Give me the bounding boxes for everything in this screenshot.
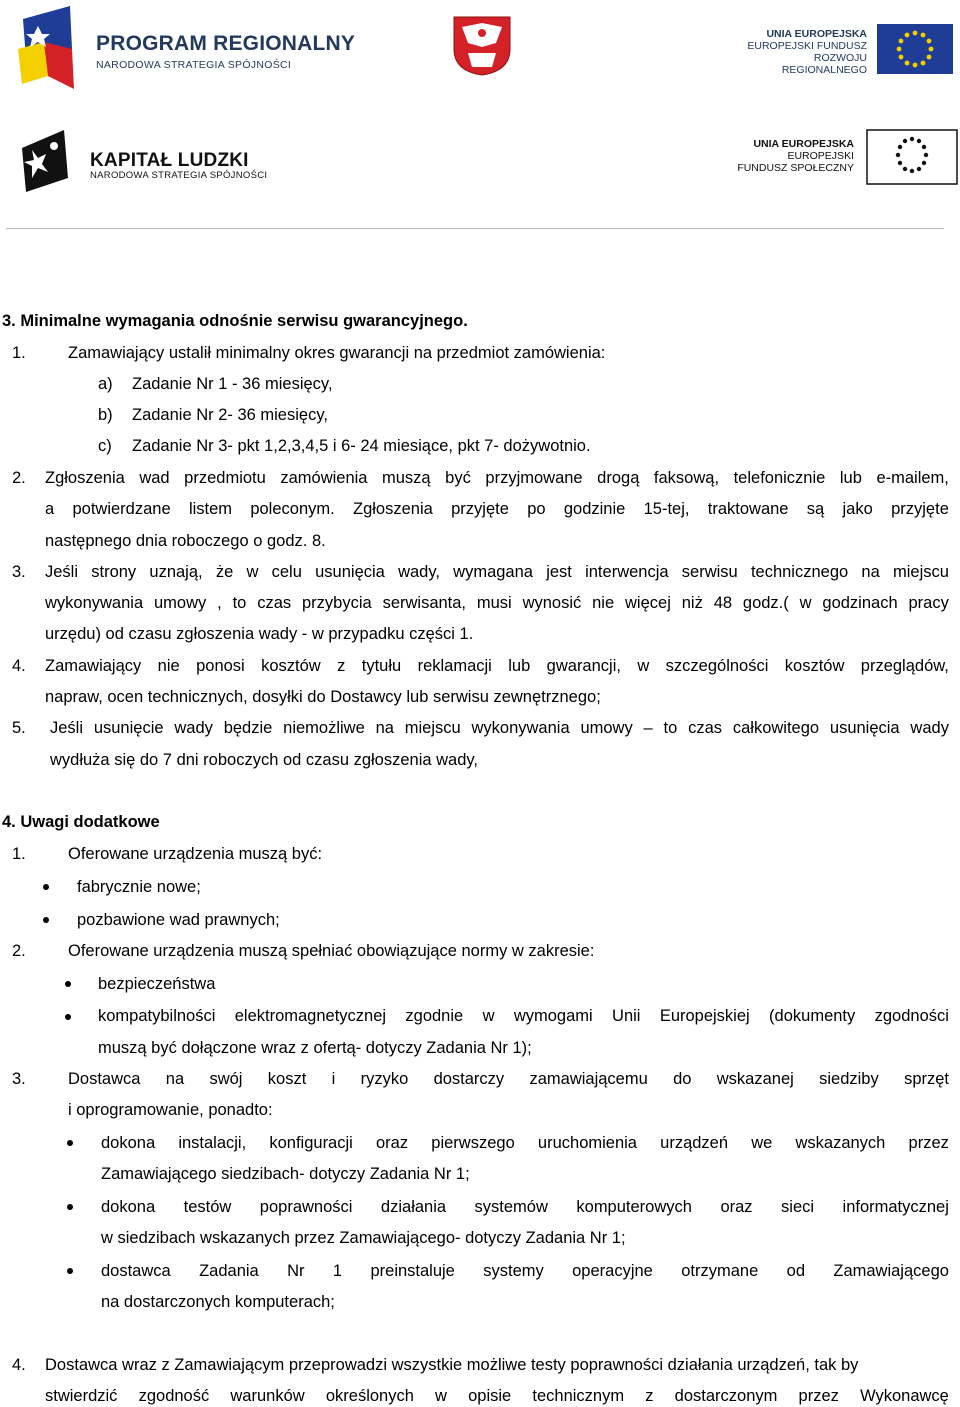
s4-item2-number: 2. <box>12 942 26 960</box>
kapital-ludzki-subtitle: NARODOWA STRATEGIA SPÓJNOŚCI <box>90 170 268 181</box>
s3-item5-line2: wydłuża się do 7 dni roboczych od czasu zgłoszenia wady, <box>50 751 479 769</box>
s3-item1-a-marker: a) <box>98 375 113 393</box>
word: systemy <box>483 1262 544 1280</box>
word: przyjęte <box>451 500 509 518</box>
eu-esf-line1: UNIA EUROPEJSKA <box>753 138 854 150</box>
bullet-icon <box>65 981 71 987</box>
word: urządzeń <box>660 1134 729 1152</box>
word: we <box>751 1134 773 1152</box>
s3-item4-line1 <box>45 656 949 676</box>
s3-item2-line2 <box>45 499 949 519</box>
word: być <box>445 469 471 487</box>
word: czas <box>688 719 723 737</box>
s3-item2-line3: następnego dnia roboczego o godz. 8. <box>45 532 326 550</box>
word: poleconym. <box>250 500 335 518</box>
word: otrzymane <box>681 1262 759 1280</box>
s4-item3-bullet3-line2: na dostarczonych komputerach; <box>101 1293 335 1311</box>
word: technicznego <box>750 563 849 581</box>
word: zgodność <box>138 1387 210 1405</box>
word: będzie <box>223 719 273 737</box>
word: wady <box>910 719 949 737</box>
word: określonych <box>325 1387 414 1405</box>
word: gwarancji, <box>546 657 621 675</box>
word: całkowitego <box>732 719 820 737</box>
word: pierwszego <box>431 1134 515 1152</box>
eu-erdf-logo <box>735 22 955 78</box>
word: godzinach <box>822 594 898 612</box>
s3-item1-b-marker: b) <box>98 406 113 424</box>
s4-item1-bullet2: pozbawione wad prawnych; <box>77 911 280 929</box>
word: wykonywania <box>45 594 144 612</box>
word: oraz <box>376 1134 409 1152</box>
word: wykonywania <box>471 719 570 737</box>
word: kosztów <box>784 657 845 675</box>
word: tytułu <box>361 657 402 675</box>
word: w <box>482 1007 495 1025</box>
word: zamawiającemu <box>529 1070 648 1088</box>
s4-item2-bullet2-line1 <box>98 1006 949 1026</box>
section3-heading: 3. Minimalne wymagania odnośnie serwisu gwarancyjnego. <box>2 312 468 330</box>
word: lub <box>839 469 862 487</box>
word: swój <box>209 1070 243 1088</box>
word: przeglądów, <box>860 657 949 675</box>
s4-item2-bullet1: bezpieczeństwa <box>98 975 216 993</box>
word: przez <box>798 1387 839 1405</box>
word: poprawności <box>259 1198 353 1216</box>
word: traktowane <box>707 500 789 518</box>
word: usunięcia <box>829 719 900 737</box>
s4-item4-line1: Dostawca wraz z Zamawiającym przeprowadzi wszystkie możliwe testy poprawności działania urządzeń, tak by <box>45 1356 859 1374</box>
s3-item2-number: 2. <box>12 469 26 487</box>
word: zgodnie <box>405 1007 464 1025</box>
s3-item1-number: 1. <box>12 344 26 362</box>
bullet-icon <box>65 1014 71 1020</box>
word: telefonicznie <box>733 469 826 487</box>
word: Wykonawcę <box>860 1387 949 1405</box>
word: niż <box>681 594 703 612</box>
bullet-icon <box>67 1204 73 1210</box>
word: warunków <box>230 1387 305 1405</box>
word: serwisu <box>681 563 738 581</box>
word: listem <box>188 500 233 518</box>
word: interwencja <box>585 563 669 581</box>
word: przybycia <box>302 594 372 612</box>
bullet-icon <box>67 1140 73 1146</box>
word: wad <box>139 469 170 487</box>
program-regionalny-emblem-icon <box>18 4 78 92</box>
word: umowy <box>580 719 633 737</box>
word: wskazanych <box>795 1134 886 1152</box>
s4-item3-bullet2-line1 <box>101 1197 949 1217</box>
word: sprzęt <box>904 1070 949 1088</box>
word: miejscu <box>892 563 949 581</box>
word: faksową, <box>653 469 720 487</box>
word: godzinie <box>563 500 626 518</box>
eu-erdf-line3: ROZWOJU REGIONALNEGO <box>781 52 867 76</box>
word: działania <box>380 1198 447 1216</box>
word: Dostawca <box>68 1070 141 1088</box>
s3-item5-line1 <box>50 718 949 738</box>
word: przedmiotu <box>184 469 266 487</box>
word: miejscu <box>404 719 461 737</box>
word: na <box>861 563 880 581</box>
word: elektromagnetycznej <box>234 1007 387 1025</box>
word: wskazanej <box>716 1070 794 1088</box>
word: wymogami <box>513 1007 593 1025</box>
coat-of-arms-icon <box>452 15 512 77</box>
word: komputerowych <box>576 1198 692 1216</box>
word: 1 <box>332 1262 343 1280</box>
word: opisie <box>468 1387 512 1405</box>
word: wady, <box>398 563 440 581</box>
word: dostarczy <box>433 1070 505 1088</box>
word: strony <box>91 563 137 581</box>
word: w <box>435 1387 447 1405</box>
word: wynosić <box>522 594 582 612</box>
word: kosztów <box>261 657 321 675</box>
eu-esf-text <box>714 138 854 174</box>
word: kompatybilności <box>98 1007 216 1025</box>
eu-erdf-line1: UNIA EUROPEJSKA <box>766 28 867 40</box>
s4-item4-line2 <box>45 1386 949 1406</box>
word: w <box>637 657 650 675</box>
s3-item1-c-marker: c) <box>98 437 112 455</box>
bullet-icon <box>43 917 49 923</box>
word: wady <box>174 719 213 737</box>
header-divider <box>6 228 944 229</box>
s4-item3-bullet1-line2: Zamawiającego siedzibach- dotyczy Zadania Nr 1; <box>101 1165 470 1183</box>
s4-item2-bullet2-line2: muszą być dołączone wraz z ofertą- dotyczy Zadania Nr 1); <box>98 1039 532 1057</box>
s4-item3-number: 3. <box>12 1070 26 1088</box>
word: 15-tej, <box>643 500 690 518</box>
s4-item3-line1 <box>68 1069 949 1089</box>
word: reklamacji <box>417 657 492 675</box>
kapital-ludzki-title: KAPITAŁ LUDZKI <box>90 150 249 171</box>
s4-item1-number: 1. <box>12 845 26 863</box>
word: (dokumenty <box>769 1007 856 1025</box>
word: Jeśli <box>50 719 84 737</box>
word: zgodności <box>874 1007 949 1025</box>
word: dokona <box>101 1198 156 1216</box>
eu-esf-line2: EUROPEJSKI <box>787 150 854 162</box>
word: Europejskiej <box>659 1007 750 1025</box>
s4-item3-bullet3-line1 <box>101 1261 949 1281</box>
program-regionalny-subtitle: NARODOWA STRATEGIA SPÓJNOŚCI <box>96 59 292 71</box>
kapital-ludzki-logo <box>18 128 278 198</box>
word: testów <box>183 1198 232 1216</box>
word: są <box>806 500 825 518</box>
program-regionalny-title: PROGRAM REGIONALNY <box>96 32 356 55</box>
word: Zgłoszenia <box>45 469 125 487</box>
word: przyjęte <box>891 500 949 518</box>
word: z <box>645 1387 654 1405</box>
word: niemożliwe <box>283 719 365 737</box>
word: celu <box>271 563 302 581</box>
word: więcej <box>625 594 671 612</box>
word: na <box>165 1070 185 1088</box>
word: ryzyko <box>360 1070 409 1088</box>
s4-item3-bullet1-line1 <box>101 1133 949 1153</box>
word: , <box>217 594 222 612</box>
eu-erdf-line2: EUROPEJSKI FUNDUSZ <box>747 40 867 52</box>
word: dostawca <box>101 1262 171 1280</box>
word: w <box>799 594 812 612</box>
word: umowy <box>154 594 207 612</box>
program-regionalny-logo <box>18 4 363 94</box>
word: informatycznej <box>842 1198 949 1216</box>
word: to <box>232 594 247 612</box>
bullet-icon <box>67 1268 73 1274</box>
word: czas <box>257 594 292 612</box>
word: wymagana <box>453 563 533 581</box>
word: że <box>215 563 234 581</box>
word: e-mailem, <box>876 469 949 487</box>
word: preinstaluje <box>370 1262 455 1280</box>
word: jako <box>842 500 873 518</box>
word: Zadania <box>199 1262 259 1280</box>
word: Unii <box>612 1007 641 1025</box>
word: a <box>45 500 55 518</box>
s4-item1-bullet1: fabrycznie nowe; <box>77 878 201 896</box>
s3-item3-line2 <box>45 593 949 613</box>
word: Zamawiającego <box>833 1262 949 1280</box>
word: – <box>643 719 653 737</box>
eu-stars-icon <box>866 129 958 185</box>
word: sieci <box>781 1198 815 1216</box>
bullet-icon <box>43 884 49 890</box>
s3-item1-a-text: Zadanie Nr 1 - 36 miesięcy, <box>132 375 333 393</box>
eu-erdf-text <box>727 28 867 76</box>
word: Zamawiający <box>45 657 142 675</box>
kapital-ludzki-emblem-icon <box>18 128 70 194</box>
word: potwierdzane <box>72 500 171 518</box>
word: 48 <box>713 594 733 612</box>
s4-item3-line2: i oprogramowanie, ponadto: <box>68 1101 273 1119</box>
s3-item4-line2: napraw, ocen technicznych, dosyłki do Dostawcy lub serwisu zewnętrznego; <box>45 688 601 706</box>
word: muszą <box>382 469 431 487</box>
word: godz.( <box>742 594 789 612</box>
word: ponosi <box>196 657 245 675</box>
word: po <box>527 500 546 518</box>
eu-flag-icon <box>877 24 953 74</box>
s4-item1-text: Oferowane urządzenia muszą być: <box>68 845 323 863</box>
word: i <box>331 1070 336 1088</box>
word: instalacji, <box>178 1134 247 1152</box>
s3-item5-number: 5. <box>12 719 26 737</box>
s3-item1-text: Zamawiający ustalił minimalny okres gwarancji na przedmiot zamówienia: <box>68 344 606 362</box>
word: usunięcia <box>315 563 385 581</box>
s3-item1-b-text: Zadanie Nr 2- 36 miesięcy, <box>132 406 328 424</box>
word: usunięcie <box>93 719 164 737</box>
word: dokona <box>101 1134 156 1152</box>
word: szczególności <box>665 657 769 675</box>
word: operacyjne <box>572 1262 653 1280</box>
word: technicznym <box>532 1387 625 1405</box>
word: nie <box>592 594 615 612</box>
word: do <box>673 1070 692 1088</box>
word: Nr <box>287 1262 305 1280</box>
s3-item3-line3: urzędu) od czasu zgłoszenia wady - w przypadku części 1. <box>45 625 474 643</box>
s3-item1-c-text: Zadanie Nr 3- pkt 1,2,3,4,5 i 6- 24 miesiące, pkt 7- dożywotnio. <box>132 437 591 455</box>
eu-esf-logo <box>720 128 960 188</box>
word: drogą <box>597 469 640 487</box>
word: lub <box>508 657 531 675</box>
word: Zgłoszenia <box>353 500 433 518</box>
word: przez <box>908 1134 949 1152</box>
word: to <box>663 719 678 737</box>
s4-item4-number: 4. <box>12 1356 26 1374</box>
word: musi <box>476 594 512 612</box>
word: serwisanta, <box>382 594 467 612</box>
word: Jeśli <box>45 563 79 581</box>
eu-esf-line3: FUNDUSZ SPOŁECZNY <box>737 162 854 174</box>
s3-item4-number: 4. <box>12 657 26 675</box>
word: przyjmowane <box>485 469 583 487</box>
s4-item3-bullet2-line2: w siedzibach wskazanych przez Zamawiającego- dotyczy Zadania Nr 1; <box>101 1229 626 1247</box>
word: od <box>786 1262 805 1280</box>
word: na <box>375 719 394 737</box>
word: uruchomienia <box>537 1134 637 1152</box>
word: dostarczonym <box>674 1387 778 1405</box>
s4-item2-text: Oferowane urządzenia muszą spełniać obowiązujące normy w zakresie: <box>68 942 595 960</box>
word: z <box>337 657 346 675</box>
word: uznają, <box>149 563 203 581</box>
word: nie <box>157 657 180 675</box>
s3-item3-number: 3. <box>12 563 26 581</box>
s3-item2-line1 <box>45 468 949 488</box>
word: siedziby <box>819 1070 879 1088</box>
word: jest <box>546 563 572 581</box>
word: konfiguracji <box>269 1134 353 1152</box>
s3-item3-line1 <box>45 562 949 582</box>
word: systemów <box>474 1198 548 1216</box>
word: w <box>246 563 259 581</box>
section4-heading: 4. Uwagi dodatkowe <box>2 813 160 831</box>
word: koszt <box>267 1070 307 1088</box>
word: stwierdzić <box>45 1387 118 1405</box>
word: pracy <box>908 594 949 612</box>
word: zamówienia <box>280 469 368 487</box>
word: oraz <box>720 1198 753 1216</box>
